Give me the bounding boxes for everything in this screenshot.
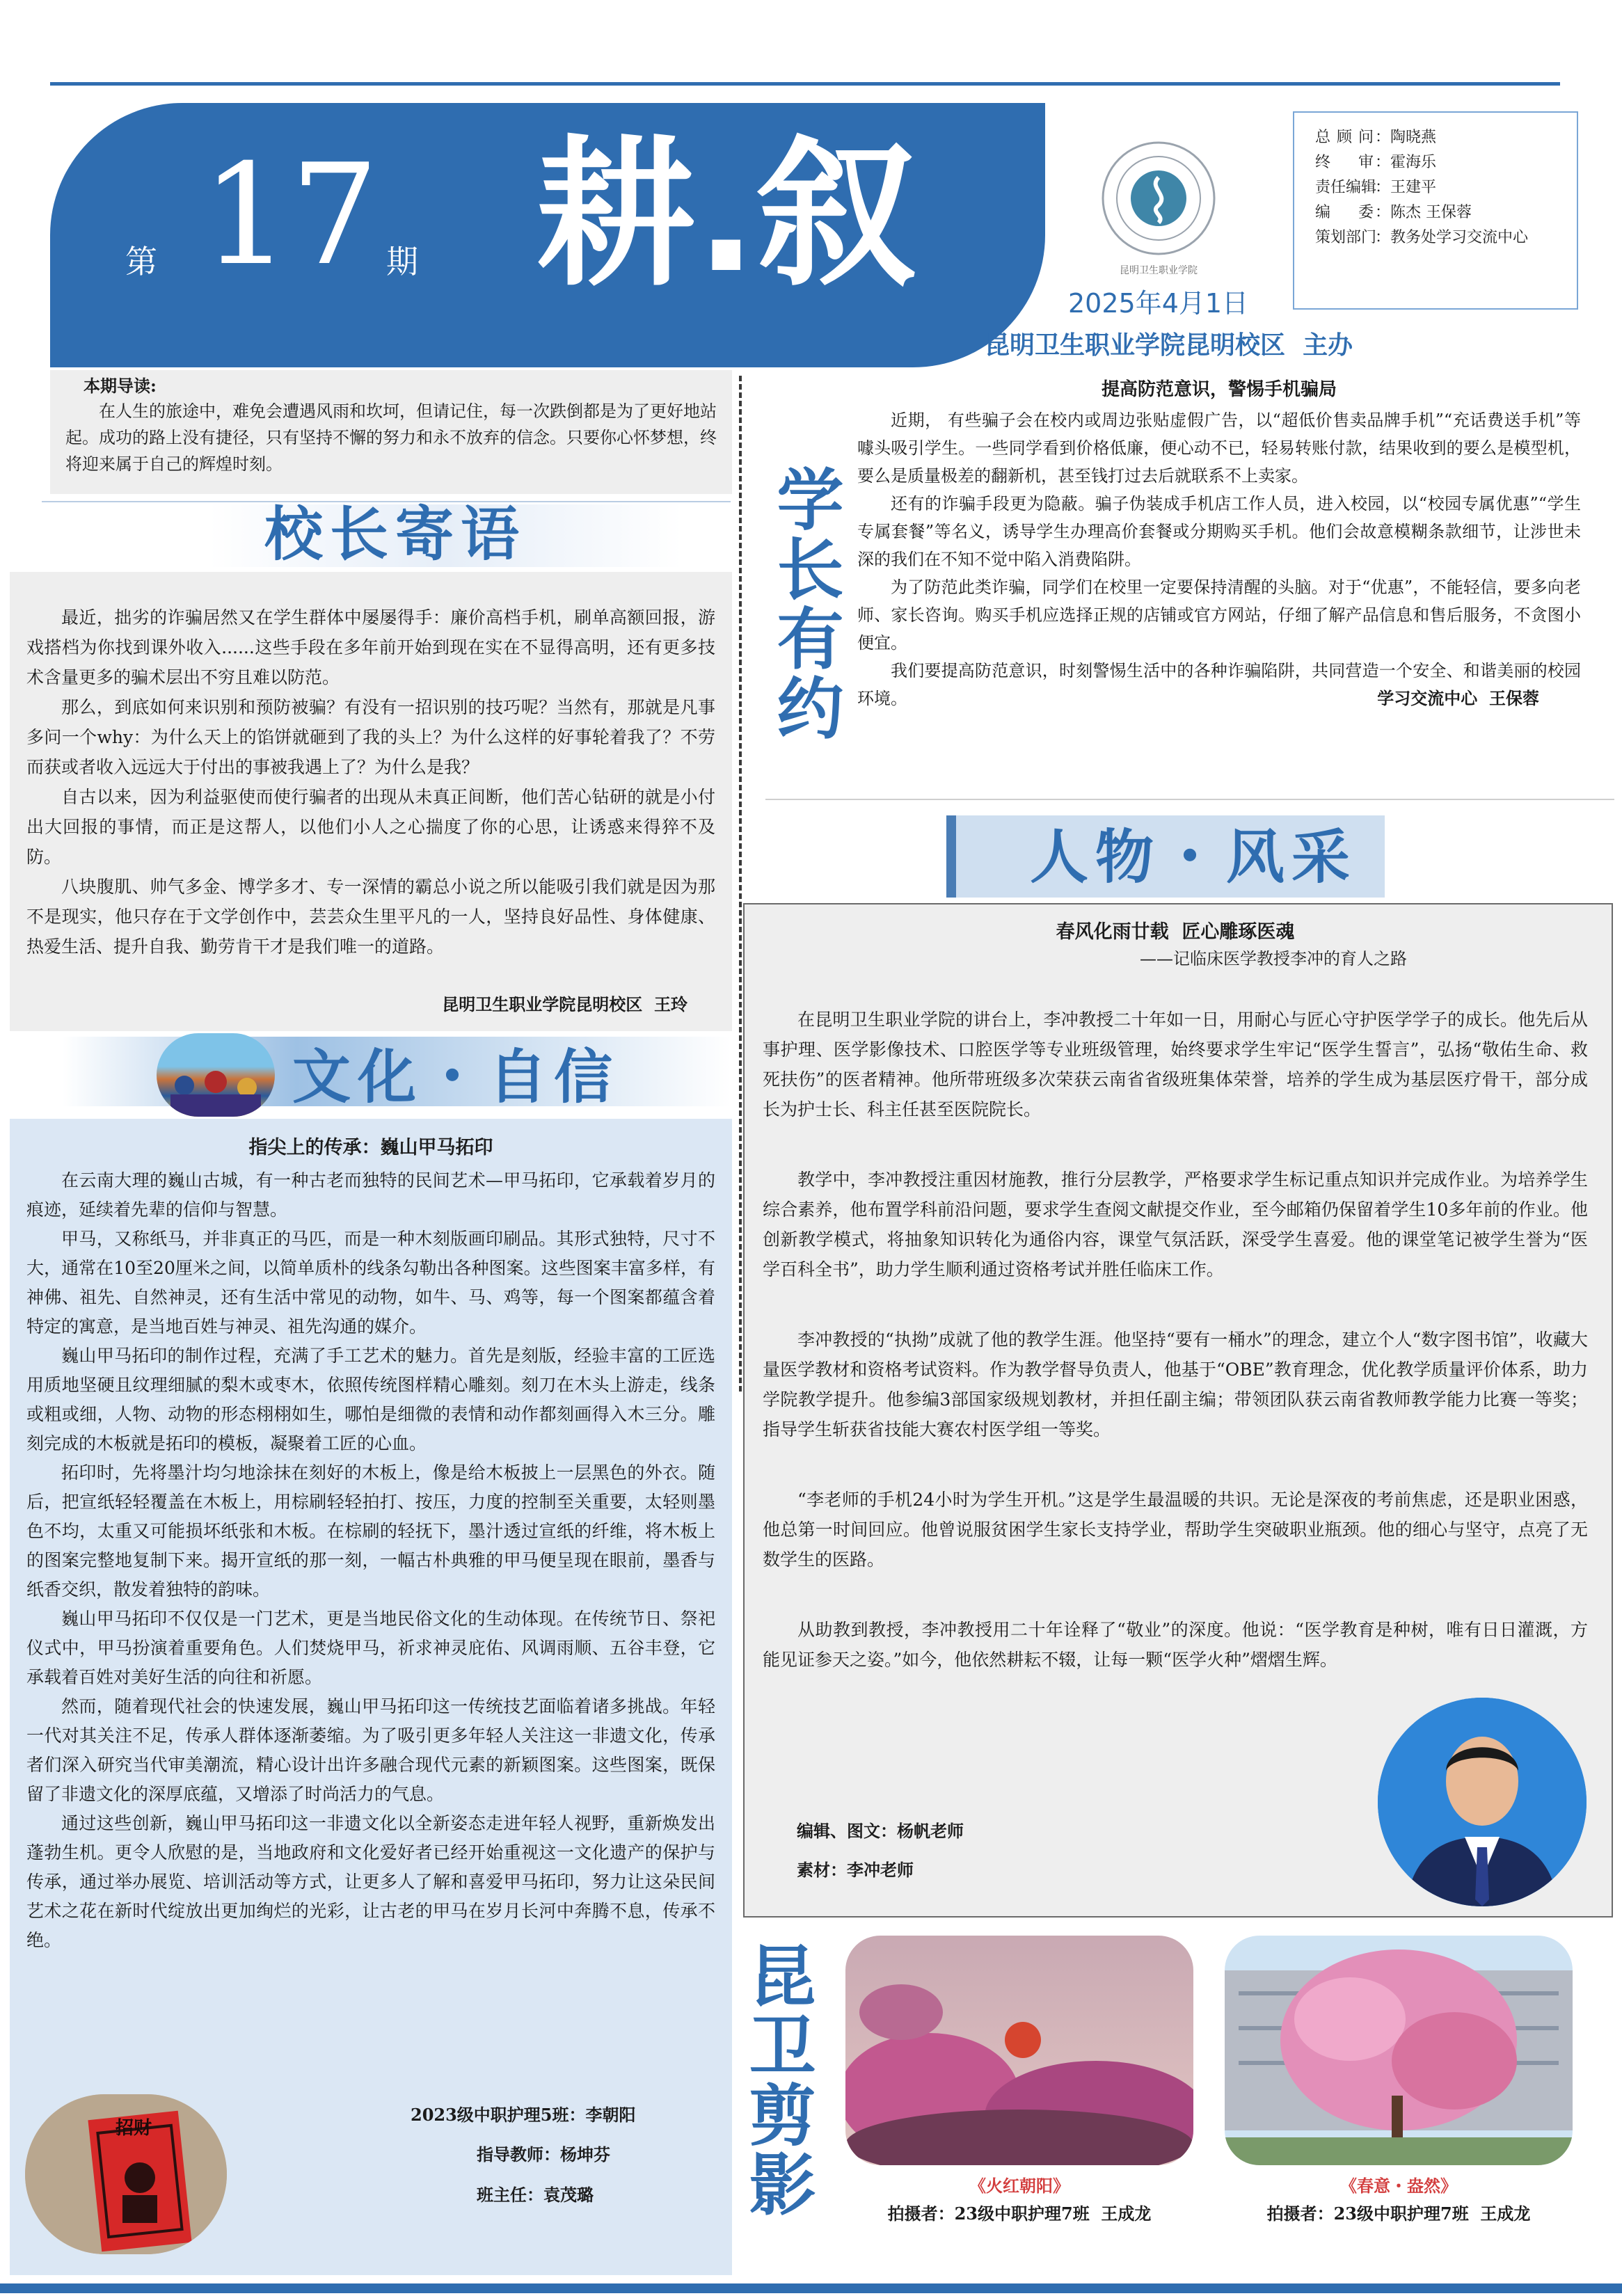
senior-signature: 学习交流中心 王保蓉 (1377, 688, 1539, 708)
culture-paragraph: 巍山甲马拓印不仅仅是一门艺术，更是当地民俗文化的生动体现。在传统节日、祭祀仪式中，甲马扮演着重要角色。人们焚烧甲马，祈求神灵庇佑、风调雨顺、五谷丰登，它承载着百姓对美好生活的向往和祈愿。 (26, 1609, 715, 1687)
senior-paragraph: 为了防范此类诈骗，同学们在校里一定要保持清醒的头脑。对于“优惠”，不能轻信，要多向老师、家长咨询。购买手机应选择正规的店铺或官方网站，仔细了解产品信息和售后服务，不贪图小便宜。 (857, 577, 1581, 653)
senior-paragraph: 还有的诈骗手段更为隐蔽。骗子伪装成手机店工作人员，进入校园，以“校园专属优惠”“学生专属套餐”等名义，诱导学生办理高价套餐或分期购买手机。他们会故意模糊条款细节，让涉世未深的我们在不知不觉中陷入消费陷阱。 (857, 494, 1581, 569)
people-paragraph: 在昆明卫生职业学院的讲台上，李冲教授二十年如一日，用耐心与匠心守护医学学子的成长。他先后从事护理、医学影像技术、口腔医学等专业班级管理，始终要求学生牢记“医学生誓言”，弘扬“敬佑生命、救死扶伤”的医者精神。他所带班级多次荣获云南省省级班集体荣誉，培养的学生成为基层医疗骨干，部分成长为护士长、科主任甚至医院院长。 (763, 1010, 1588, 1119)
people-editor: 编辑、图文：杨帆老师 (797, 1821, 964, 1841)
photo-spring-vitality (1225, 1936, 1573, 2165)
senior-article-title: 提高防范意识，警惕手机骗局 (1101, 379, 1337, 400)
culture-paragraph: 在云南大理的巍山古城，有一种古老而独特的民间艺术—甲马拓印，它承载着岁月的痕迹，延续着先辈的信仰与智慧。 (26, 1170, 715, 1220)
column-divider (739, 376, 742, 1392)
masthead-title: 耕.叙 (536, 122, 917, 308)
senior-title-text: 学长有约 (766, 465, 844, 743)
people-paragraph: 教学中，李冲教授注重因材施教，推行分层教学，严格要求学生标记重点知识并完成作业。为培养学生综合素养，他布置学科前沿问题，要求学生查阅文献提交作业，至今邮箱仍保留着学生10多年前的作业。他创新教学模式，将抽象知识转化为通俗内容，课堂气氛活跃，深受学生喜爱。他的课堂笔记被学生誉为“医学百科全书”，助力学生顺利通过资格考试并胜任临床工作。 (763, 1170, 1588, 1279)
principal-paragraph: 最近，拙劣的诈骗居然又在学生群体中屡屡得手：廉价高档手机，刷单高额回报，游戏搭档为你找到课外收入......这些手段在多年前开始到现在实在不显得高明，还有更多技术含量更多的骗术层出不穷且难以防范。 (26, 607, 715, 687)
principal-paragraph: 八块腹肌、帅气多金、博学多才、专一深情的霸总小说之所以能吸引我们就是因为那不是现实，他只存在于文学创作中，芸芸众生里平凡的一人，坚持良好品性、身体健康、热爱生活、提升自我、勤劳肯干才是我们唯一的道路。 (26, 877, 715, 957)
culture-article-title: 指尖上的传承：巍山甲马拓印 (248, 1137, 493, 1158)
issue-date: 2025年4月1日 (1068, 288, 1249, 319)
stamp-text: 招财 (116, 2118, 152, 2139)
principal-paragraph: 那么，到底如何来识别和预防被骗？有没有一招识别的技巧呢？当然有，那就是凡事多问一个why：为什么天上的馅饼就砸到了我的头上？为什么这样的好事轮着我了？不劳而获或者收入远远大于付出的事被我遇上了？为什么是我？ (26, 697, 715, 777)
school-logo (1099, 139, 1218, 257)
senior-bottom-rule (765, 799, 1614, 800)
bottom-rule (0, 2283, 1622, 2293)
intro-text: 在人生的旅途中，难免会遭遇风雨和坎坷，但请记住，每一次跌倒都是为了更好地站起。成功的路上没有捷径，只有坚持不懈的努力和永不放弃的信念。只要你心怀梦想，终将迎来属于自己的辉煌时刻。 (65, 401, 717, 474)
gallery-title-text: 昆卫剪影 (738, 1941, 816, 2219)
organizer: 昆明卫生职业学院昆明校区 主办 (985, 331, 1353, 360)
people-section-title: 人物・风采 (1030, 823, 1358, 891)
staff-row: 编委：陈杰 王保蓉 (1315, 204, 1472, 221)
principal-signature: 昆明卫生职业学院昆明校区 王玲 (442, 994, 687, 1014)
photo2-caption: 《春意・盎然》 (1340, 2176, 1457, 2196)
culture-paragraph: 巍山甲马拓印的制作过程，充满了手工艺术的魅力。首先是刻版，经验丰富的工匠选用质地坚硬且纹理细腻的梨木或枣木，依照传统图样精心雕刻。刻刀在木头上游走，线条或粗或细，人物、动物的形态栩栩如生，哪怕是细微的表情和动作都刻画得入木三分。雕刻完成的木板就是拓印的模板，凝聚着工匠的心血。 (26, 1346, 715, 1453)
culture-credit-teacher: 指导教师：杨坤芬 (477, 2144, 610, 2165)
people-paragraph: 李冲教授的“执拗”成就了他的教学生涯。他坚持“要有一桶水”的理念，建立个人“数字图书馆”，收藏大量医学教材和资格考试资料。作为教学督导负责人，他基于“OBE”教育理念，优化教学质量评价体系，助力学院教学提升。他参编3部国家级规划教材，并担任副主编；带领团队获云南省教师教学能力比赛一等奖；指导学生斩获省技能大赛农村医学组一等奖。 (763, 1330, 1588, 1440)
photo2-credit: 拍摄者：23级中职护理7班 王成龙 (1266, 2203, 1531, 2224)
culture-section-title: 文化・自信 (292, 1043, 620, 1111)
intro-box (50, 370, 732, 494)
staff-row: 总顾问：陶晓燕 (1315, 129, 1437, 146)
logo-text: 昆明卫生职业学院 (1120, 265, 1198, 276)
principal-box (10, 572, 732, 1031)
culture-paragraph: 通过这些创新，巍山甲马拓印这一非遗文化以全新姿态走进年轻人视野，重新焕发出蓬勃生机。更令人欣慰的是，当地政府和文化爱好者已经开始重视这一文化遗产的保护与传承，通过举办展览、培训活动等方式，让更多人了解和喜爱甲马拓印，努力让这朵民间艺术之花在新时代绽放出更加绚烂的光彩，让古老的甲马在岁月长河中奔腾不息，传承不绝。 (26, 1813, 715, 1950)
teacher-portrait (1378, 1698, 1587, 1906)
senior-paragraph: 近期， 有些骗子会在校内或周边张贴虚假广告，以“超低价售卖品牌手机”“充话费送手机”等噱头吸引学生。一些同学看到价格低廉，便心动不已，轻易转账付款，结果收到的要么是模型机，要么是质量极差的翻新机，甚至钱打过去后就联系不上卖家。 (857, 410, 1581, 486)
issue-suffix: 期 (386, 243, 418, 280)
senior-section-title (767, 465, 843, 758)
intro-label: 本期导读: (84, 376, 157, 396)
staff-box (1293, 111, 1578, 310)
people-subtitle: ——记临床医学教授李冲的育人之路 (1140, 949, 1407, 968)
senior-article (857, 376, 1581, 709)
people-material: 素材：李冲老师 (797, 1860, 914, 1880)
staff-row: 责任编辑：王建平 (1315, 179, 1437, 196)
culture-credit-student: 2023级中职护理5班：李朝阳 (411, 2105, 636, 2125)
principal-section-title: 校长寄语 (264, 500, 527, 568)
photo-fiery-sunrise (845, 1936, 1193, 2165)
culture-header-photo (157, 1033, 275, 1117)
photo1-caption: 《火红朝阳》 (969, 2176, 1070, 2196)
top-rule (50, 82, 1560, 86)
people-paragraph: 从助教到教授，李冲教授用二十年诠释了“敬业”的深度。他说：“医学教育是种树，唯有日日灌溉，方能见证参天之姿。”如今，他依然耕耘不辍，让每一颗“医学火种”熠熠生辉。 (763, 1620, 1588, 1670)
photo1-credit: 拍摄者：23级中职护理7班 王成龙 (887, 2203, 1152, 2224)
issue-prefix: 第 (125, 243, 157, 280)
staff-row: 策划部门：教务处学习交流中心 (1315, 229, 1529, 246)
people-article-title: 春风化雨廿载 匠心雕琢医魂 (1056, 921, 1295, 943)
culture-paragraph: 拓印时，先将墨汁均匀地涂抹在刻好的木板上，像是给木板披上一层黑色的外衣。随后，把宣纸轻轻覆盖在木板上，用棕刷轻轻拍打、按压，力度的控制至关重要，太轻则墨色不均，太重又可能损坏纸张和木板。在棕刷的轻抚下，墨汁透过宣纸的纤维，将木板上的图案完整地复制下来。揭开宣纸的那一刻，一幅古朴典雅的甲马便呈现在眼前，墨香与纸香交织，散发着独特的韵味。 (26, 1462, 715, 1600)
issue-number: 17 (202, 134, 379, 296)
staff-row: 终审：霍海乐 (1315, 154, 1437, 171)
gallery-section-title (739, 1941, 816, 2235)
culture-paragraph: 甲马，又称纸马，并非真正的马匹，而是一种木刻版画印刷品。其形式独特，尺寸不大，通常在10至20厘米之间，以简单质朴的线条勾勒出各种图案。这些图案丰富多样，有神佛、祖先、自然神灵，还有生活中常见的动物，如牛、马、鸡等，每一个图案都蕴含着特定的寓意，是当地百姓与神灵、祖先沟通的媒介。 (26, 1229, 715, 1337)
culture-paragraph: 然而，随着现代社会的快速发展，巍山甲马拓印这一传统技艺面临着诸多挑战。年轻一代对其关注不足，传承人群体逐渐萎缩。为了吸引更多年轻人关注这一非遗文化，传承者们深入研究当代审美潮流，精心设计出许多融合现代元素的新颖图案。这些图案，既保留了非遗文化的深厚底蕴，又增添了时尚活力的气息。 (26, 1696, 715, 1804)
people-paragraph: “李老师的手机24小时为学生开机。”这是学生最温暖的共识。无论是深夜的考前焦虑，还是职业困惑，他总第一时间回应。他曾说服贫困学生家长支持学业，帮助学生突破职业瓶颈。他的细心与坚守，点亮了无数学生的医路。 (763, 1490, 1588, 1570)
culture-credit-headteacher: 班主任：袁茂璐 (477, 2185, 594, 2205)
principal-paragraph: 自古以来，因为利益驱使而使行骗者的出现从未真正间断，他们苦心钻研的就是小付出大回报的事情，而正是这帮人，以他们小人之心揣度了你的心思，让诱惑来得猝不及防。 (26, 787, 715, 867)
senior-paragraph: 我们要提高防范意识，时刻警惕生活中的各种诈骗陷阱，共同营造一个安全、和谐美丽的校园环境。 (857, 661, 1581, 708)
